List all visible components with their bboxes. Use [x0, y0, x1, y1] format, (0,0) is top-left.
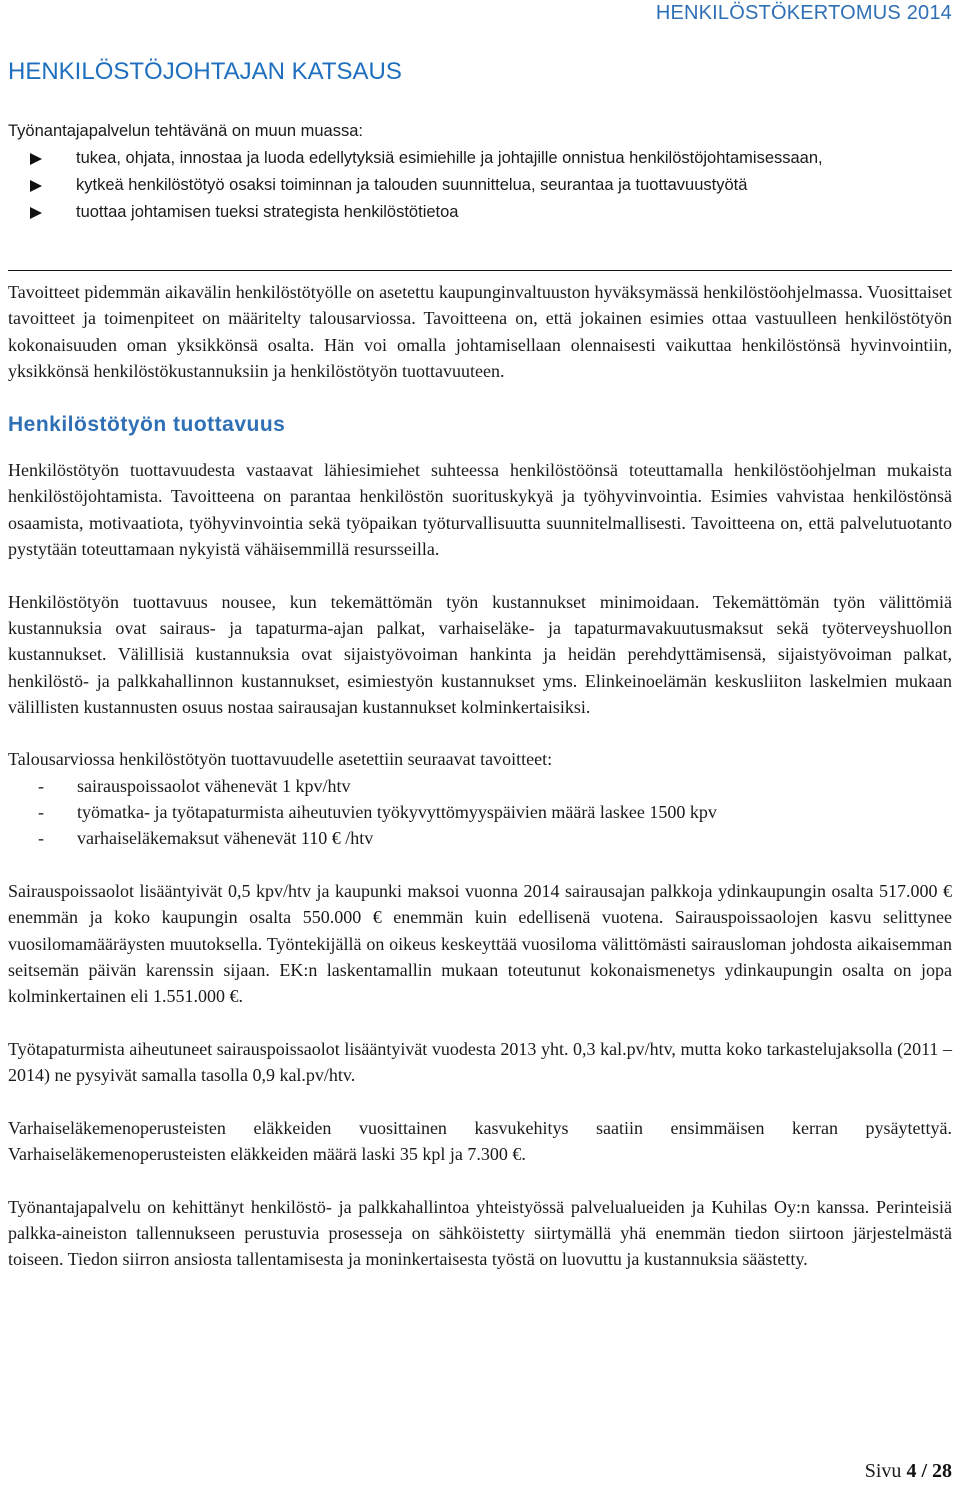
arrow-bullet-icon: [30, 207, 42, 219]
intro-bullet-item: [8, 199, 952, 226]
intro-lead: Työnantajapalvelun tehtävänä on muun muassa:: [8, 122, 363, 140]
goals-list: [8, 773, 952, 852]
intro-bullet-text: tuottaa johtamisen tueksi strategista henkilöstötietoa: [76, 203, 459, 221]
intro-bullet-item: [8, 172, 952, 199]
document-body: [8, 279, 952, 1272]
dash-bullet-icon: -: [38, 802, 44, 823]
section-divider: [8, 270, 952, 271]
body-paragraph: Henkilöstötyön tuottavuudesta vastaavat lähiesimiehet suhteessa henkilöstöönsä toteuttamalla henkilöstöohjelman mukaista henkilöstöjohtamista. Tavoitteena on parantaa henkilöstön suorituskykyä ja työhyvinvointia. Esimies vahvistaa henkilöstönsä osaamista, motivaatiota, työhyvinvointia sekä työpaikan työturvallisuutta suunnitelmallisesti. Tavoitteena on, että palvelutuotanto pystytään toteuttamaan nykyistä vähäisemmillä resursseilla.: [8, 460, 952, 560]
page-current: 4: [906, 1460, 917, 1482]
body-paragraph: Sairauspoissaolot lisääntyivät 0,5 kpv/htv ja kaupunki maksoi vuonna 2014 sairausajan palkkoja ydinkaupungin osalta 517.000 € enemmän ja koko kaupungin osalta 550.000 € enemmän kuin edellisenä vuotena. Sairauspoissaolojen kasvu selittynee vuosilomamääräysten muutoksella. Työntekijällä on oikeus keskeyttää vuosiloma välittömästi sairausloman johdosta aikaisemman seitsemän päivän karenssin sijaan. EK:n laskentamallin mukaan toteutunut kokonaismenetys ydinkaupungin osalta on jopa kolminkertainen eli 1.551.000 €.: [8, 880, 952, 1007]
page-title: HENKILÖSTÖJOHTAJAN KATSAUS: [8, 58, 402, 85]
goal-item: [8, 825, 952, 851]
intro-bullet-list: [8, 145, 952, 226]
body-paragraph: Työnantajapalvelu on kehittänyt henkilöstö- ja palkkahallintoa yhteistyössä palvelualueiden ja Kuhilas Oy:n kanssa. Perinteisiä palkka-aineiston tallennukseen perustuvia prosesseja on sähköistetty siirtymällä yhä enemmän tiedon siirtoon järjestelmästä toiseen. Tiedon siirron ansiosta tallentamisesta ja moninkertaisesta työstä on luovuttu ja kustannuksia säästetty.: [8, 1196, 952, 1270]
intro-bullet-text: tukea, ohjata, innostaa ja luoda edellytyksiä esimiehille ja johtajille onnistua henkilöstöjohtamisessaan,: [76, 149, 823, 167]
goals-paragraph: Tavoitteet pidemmän aikavälin henkilöstötyölle on asetettu kaupunginvaltuuston hyväksymässä henkilöstöohjelmassa. Vuosittaiset tavoitteet ja toimenpiteet on määritelty talousarviossa. Tavoitteena on, että jokainen esimies ottaa vastuulleen henkilöstötyön kokonaisuuden oman yksikkönsä osalta. Hän voi omalla johtamisellaan olennaisesti vaikuttaa henkilöstönsä hyvinvointiin, yksikkönsä henkilöstökustannuksiin ja henkilöstötyön tuottavuuteen.: [8, 282, 952, 381]
goal-item: [8, 773, 952, 799]
goal-text: työmatka- ja työtapaturmista aiheutuvien työkyvyttömyyspäivien määrä laskee 1500 kpv: [77, 802, 717, 823]
intro-bullet-item: [8, 145, 952, 172]
page-label: Sivu: [864, 1460, 902, 1482]
body-paragraph: Työtapaturmista aiheutuneet sairauspoissaolot lisääntyivät vuodesta 2013 yht. 0,3 kal.pv/htv, mutta koko tarkastelujaksolla (2011 – 2014) ne pysyivät samalla tasolla 0,9 kal.pv/htv.: [8, 1038, 952, 1086]
section-heading: Henkilöstötyön tuottavuus: [8, 413, 286, 437]
report-header-title: HENKILÖSTÖKERTOMUS 2014: [655, 2, 952, 24]
dash-bullet-icon: -: [38, 828, 44, 849]
intro-bullet-text: kytkeä henkilöstötyö osaksi toiminnan ja talouden suunnittelua, seurantaa ja tuottavuustyötä: [76, 176, 748, 194]
intro-block: [8, 118, 952, 226]
body-paragraph: Talousarviossa henkilöstötyön tuottavuudelle asetettiin seuraavat tavoitteet:: [8, 749, 553, 770]
page-total: 28: [932, 1460, 952, 1482]
goal-text: varhaiseläkemaksut vähenevät 110 € /htv: [77, 828, 374, 849]
arrow-bullet-icon: [30, 153, 42, 165]
dash-bullet-icon: -: [38, 775, 44, 796]
body-paragraph: Varhaiseläkemenoperusteisten eläkkeiden vuosittainen kasvukehitys saatiin ensimmäisen kerran pysäytettyä. Varhaiseläkemenoperusteisten eläkkeiden määrä laski 35 kpl ja 7.300 €.: [8, 1117, 952, 1164]
goal-text: sairauspoissaolot vähenevät 1 kpv/htv: [77, 775, 351, 796]
goal-item: [8, 799, 952, 825]
page-number: [865, 1460, 952, 1483]
body-paragraph: Henkilöstötyön tuottavuus nousee, kun tekemättömän työn kustannukset minimoidaan. Tekemättömän työn välittömiä kustannuksia ovat sairaus- ja tapaturma-ajan palkat, varhaiseläke- ja tapaturmavakuutusmaksut sekä työterveyshuollon kustannukset. Välillisiä kustannuksia ovat sijaistyövoiman hankinta ja heidän perehdyttämisensä, sijaistyövoiman palkat, henkilöstö- ja palkkahallinnon kustannukset, esimiestyön kustannukset yms. Elinkeinoelämän keskusliiton laskelmien mukaan välillisten kustannusten osuus nostaa sairausajan kustannukset kolminkertaisiksi.: [8, 591, 952, 717]
page-separator: /: [921, 1460, 927, 1482]
arrow-bullet-icon: [30, 180, 42, 192]
